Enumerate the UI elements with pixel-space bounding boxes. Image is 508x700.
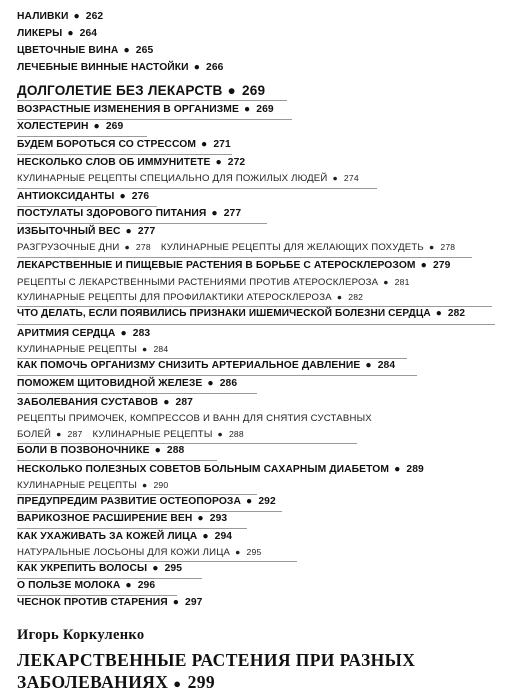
toc-entry: ХОЛЕСТЕРИН ● 269 [17, 121, 124, 132]
toc-entry: КАК УХАЖИВАТЬ ЗА КОЖЕЙ ЛИЦА ● 294 [17, 531, 233, 542]
book-title: ЗАБОЛЕВАНИЯХ ● 299 [17, 672, 216, 692]
divider [17, 561, 297, 562]
toc-entry: ПРЕДУПРЕДИМ РАЗВИТИЕ ОСТЕОПОРОЗА ● 292 [17, 496, 276, 507]
divider [17, 154, 232, 155]
toc-subentry: НАТУРАЛЬНЫЕ ЛОСЬОНЫ ДЛЯ КОЖИ ЛИЦА ● 295 [17, 547, 262, 558]
toc-entry: ЛЕЧЕБНЫЕ ВИННЫЕ НАСТОЙКИ ● 266 [17, 62, 224, 73]
toc-entry: ЦВЕТОЧНЫЕ ВИНА ● 265 [17, 45, 154, 56]
toc-entry: О ПОЛЬЗЕ МОЛОКА ● 296 [17, 580, 156, 591]
divider [17, 595, 177, 596]
divider [17, 188, 377, 189]
section-heading: ДОЛГОЛЕТИЕ БЕЗ ЛЕКАРСТВ ● 269 [17, 83, 266, 98]
divider [17, 494, 257, 495]
divider [17, 528, 247, 529]
divider [17, 306, 492, 307]
book-page: 299 [187, 672, 216, 692]
toc-entry: ЧЕСНОК ПРОТИВ СТАРЕНИЯ ● 297 [17, 597, 203, 608]
toc-subentry: РЕЦЕПТЫ ПРИМОЧЕК, КОМПРЕССОВ И ВАНН ДЛЯ СНЯТИЯ СУСТАВНЫХ [17, 413, 372, 424]
toc-subentry: РЕЦЕПТЫ С ЛЕКАРСТВЕННЫМИ РАСТЕНИЯМИ ПРОТИВ АТЕРОСКЛЕРОЗА ● 281 [17, 277, 410, 288]
toc-subentry: КУЛИНАРНЫЕ РЕЦЕПТЫ ДЛЯ ПРОФИЛАКТИКИ АТЕРОСКЛЕРОЗА ● 282 [17, 292, 364, 303]
divider [17, 460, 217, 461]
divider [17, 136, 147, 137]
toc-entry: ЛИКЕРЫ ● 264 [17, 28, 98, 39]
book-title: ЛЕКАРСТВЕННЫЕ РАСТЕНИЯ ПРИ РАЗНЫХ [17, 650, 416, 670]
divider [17, 375, 417, 376]
divider [17, 443, 357, 444]
toc-entry: КАК ПОМОЧЬ ОРГАНИЗМУ СНИЗИТЬ АРТЕРИАЛЬНОЕ ДАВЛЕНИЕ ● 284 [17, 360, 396, 371]
toc-entry: АРИТМИЯ СЕРДЦА ● 283 [17, 328, 151, 339]
toc-entry: ИЗБЫТОЧНЫЙ ВЕС ● 277 [17, 226, 156, 237]
toc-entry: ЗАБОЛЕВАНИЯ СУСТАВОВ ● 287 [17, 397, 193, 408]
toc-subentry: РАЗГРУЗОЧНЫЕ ДНИ ● 278 КУЛИНАРНЫЕ РЕЦЕПТЫ ДЛЯ ЖЕЛАЮЩИХ ПОХУДЕТЬ ● 278 [17, 242, 456, 253]
toc-entry: ВАРИКОЗНОЕ РАСШИРЕНИЕ ВЕН ● 293 [17, 513, 228, 524]
divider [17, 358, 407, 359]
toc-entry: КАК УКРЕПИТЬ ВОЛОСЫ ● 295 [17, 563, 183, 574]
toc-entry: ЛЕКАРСТВЕННЫЕ И ПИЩЕВЫЕ РАСТЕНИЯ В БОРЬБЕ С АТЕРОСКЛЕРОЗОМ ● 279 [17, 260, 451, 271]
divider [17, 119, 292, 120]
divider [17, 223, 267, 224]
toc-entry: БОЛИ В ПОЗВОНОЧНИКЕ ● 288 [17, 445, 185, 456]
toc-subentry: КУЛИНАРНЫЕ РЕЦЕПТЫ ● 290 [17, 480, 169, 491]
toc-entry: АНТИОКСИДАНТЫ ● 276 [17, 191, 150, 202]
divider [17, 393, 257, 394]
divider [17, 324, 495, 325]
toc-entry: ПОМОЖЕМ ЩИТОВИДНОЙ ЖЕЛЕЗЕ ● 286 [17, 378, 238, 389]
toc-subentry: БОЛЕЙ ● 287 КУЛИНАРНЫЕ РЕЦЕПТЫ ● 288 [17, 429, 244, 440]
author-name: Игорь Коркуленко [17, 627, 145, 643]
toc-entry: НЕСКОЛЬКО ПОЛЕЗНЫХ СОВЕТОВ БОЛЬНЫМ САХАРНЫМ ДИАБЕТОМ ● 289 [17, 464, 424, 475]
divider [17, 100, 287, 101]
toc-entry: ЧТО ДЕЛАТЬ, ЕСЛИ ПОЯВИЛИСЬ ПРИЗНАКИ ИШЕМИЧЕСКОЙ БОЛЕЗНИ СЕРДЦА ● 282 [17, 308, 466, 319]
toc-subentry: КУЛИНАРНЫЕ РЕЦЕПТЫ ● 284 [17, 344, 169, 355]
toc-entry: НЕСКОЛЬКО СЛОВ ОБ ИММУНИТЕТЕ ● 272 [17, 157, 246, 168]
toc-entry: БУДЕМ БОРОТЬСЯ СО СТРЕССОМ ● 271 [17, 139, 231, 150]
divider [17, 578, 202, 579]
divider [17, 206, 157, 207]
toc-entry: ПОСТУЛАТЫ ЗДОРОВОГО ПИТАНИЯ ● 277 [17, 208, 242, 219]
toc-entry: НАЛИВКИ ● 262 [17, 11, 104, 22]
toc-subentry: КУЛИНАРНЫЕ РЕЦЕПТЫ СПЕЦИАЛЬНО ДЛЯ ПОЖИЛЫХ ЛЮДЕЙ ● 274 [17, 173, 359, 184]
toc-entry: ВОЗРАСТНЫЕ ИЗМЕНЕНИЯ В ОРГАНИЗМЕ ● 269 [17, 104, 274, 115]
divider [17, 511, 282, 512]
divider [17, 257, 472, 258]
